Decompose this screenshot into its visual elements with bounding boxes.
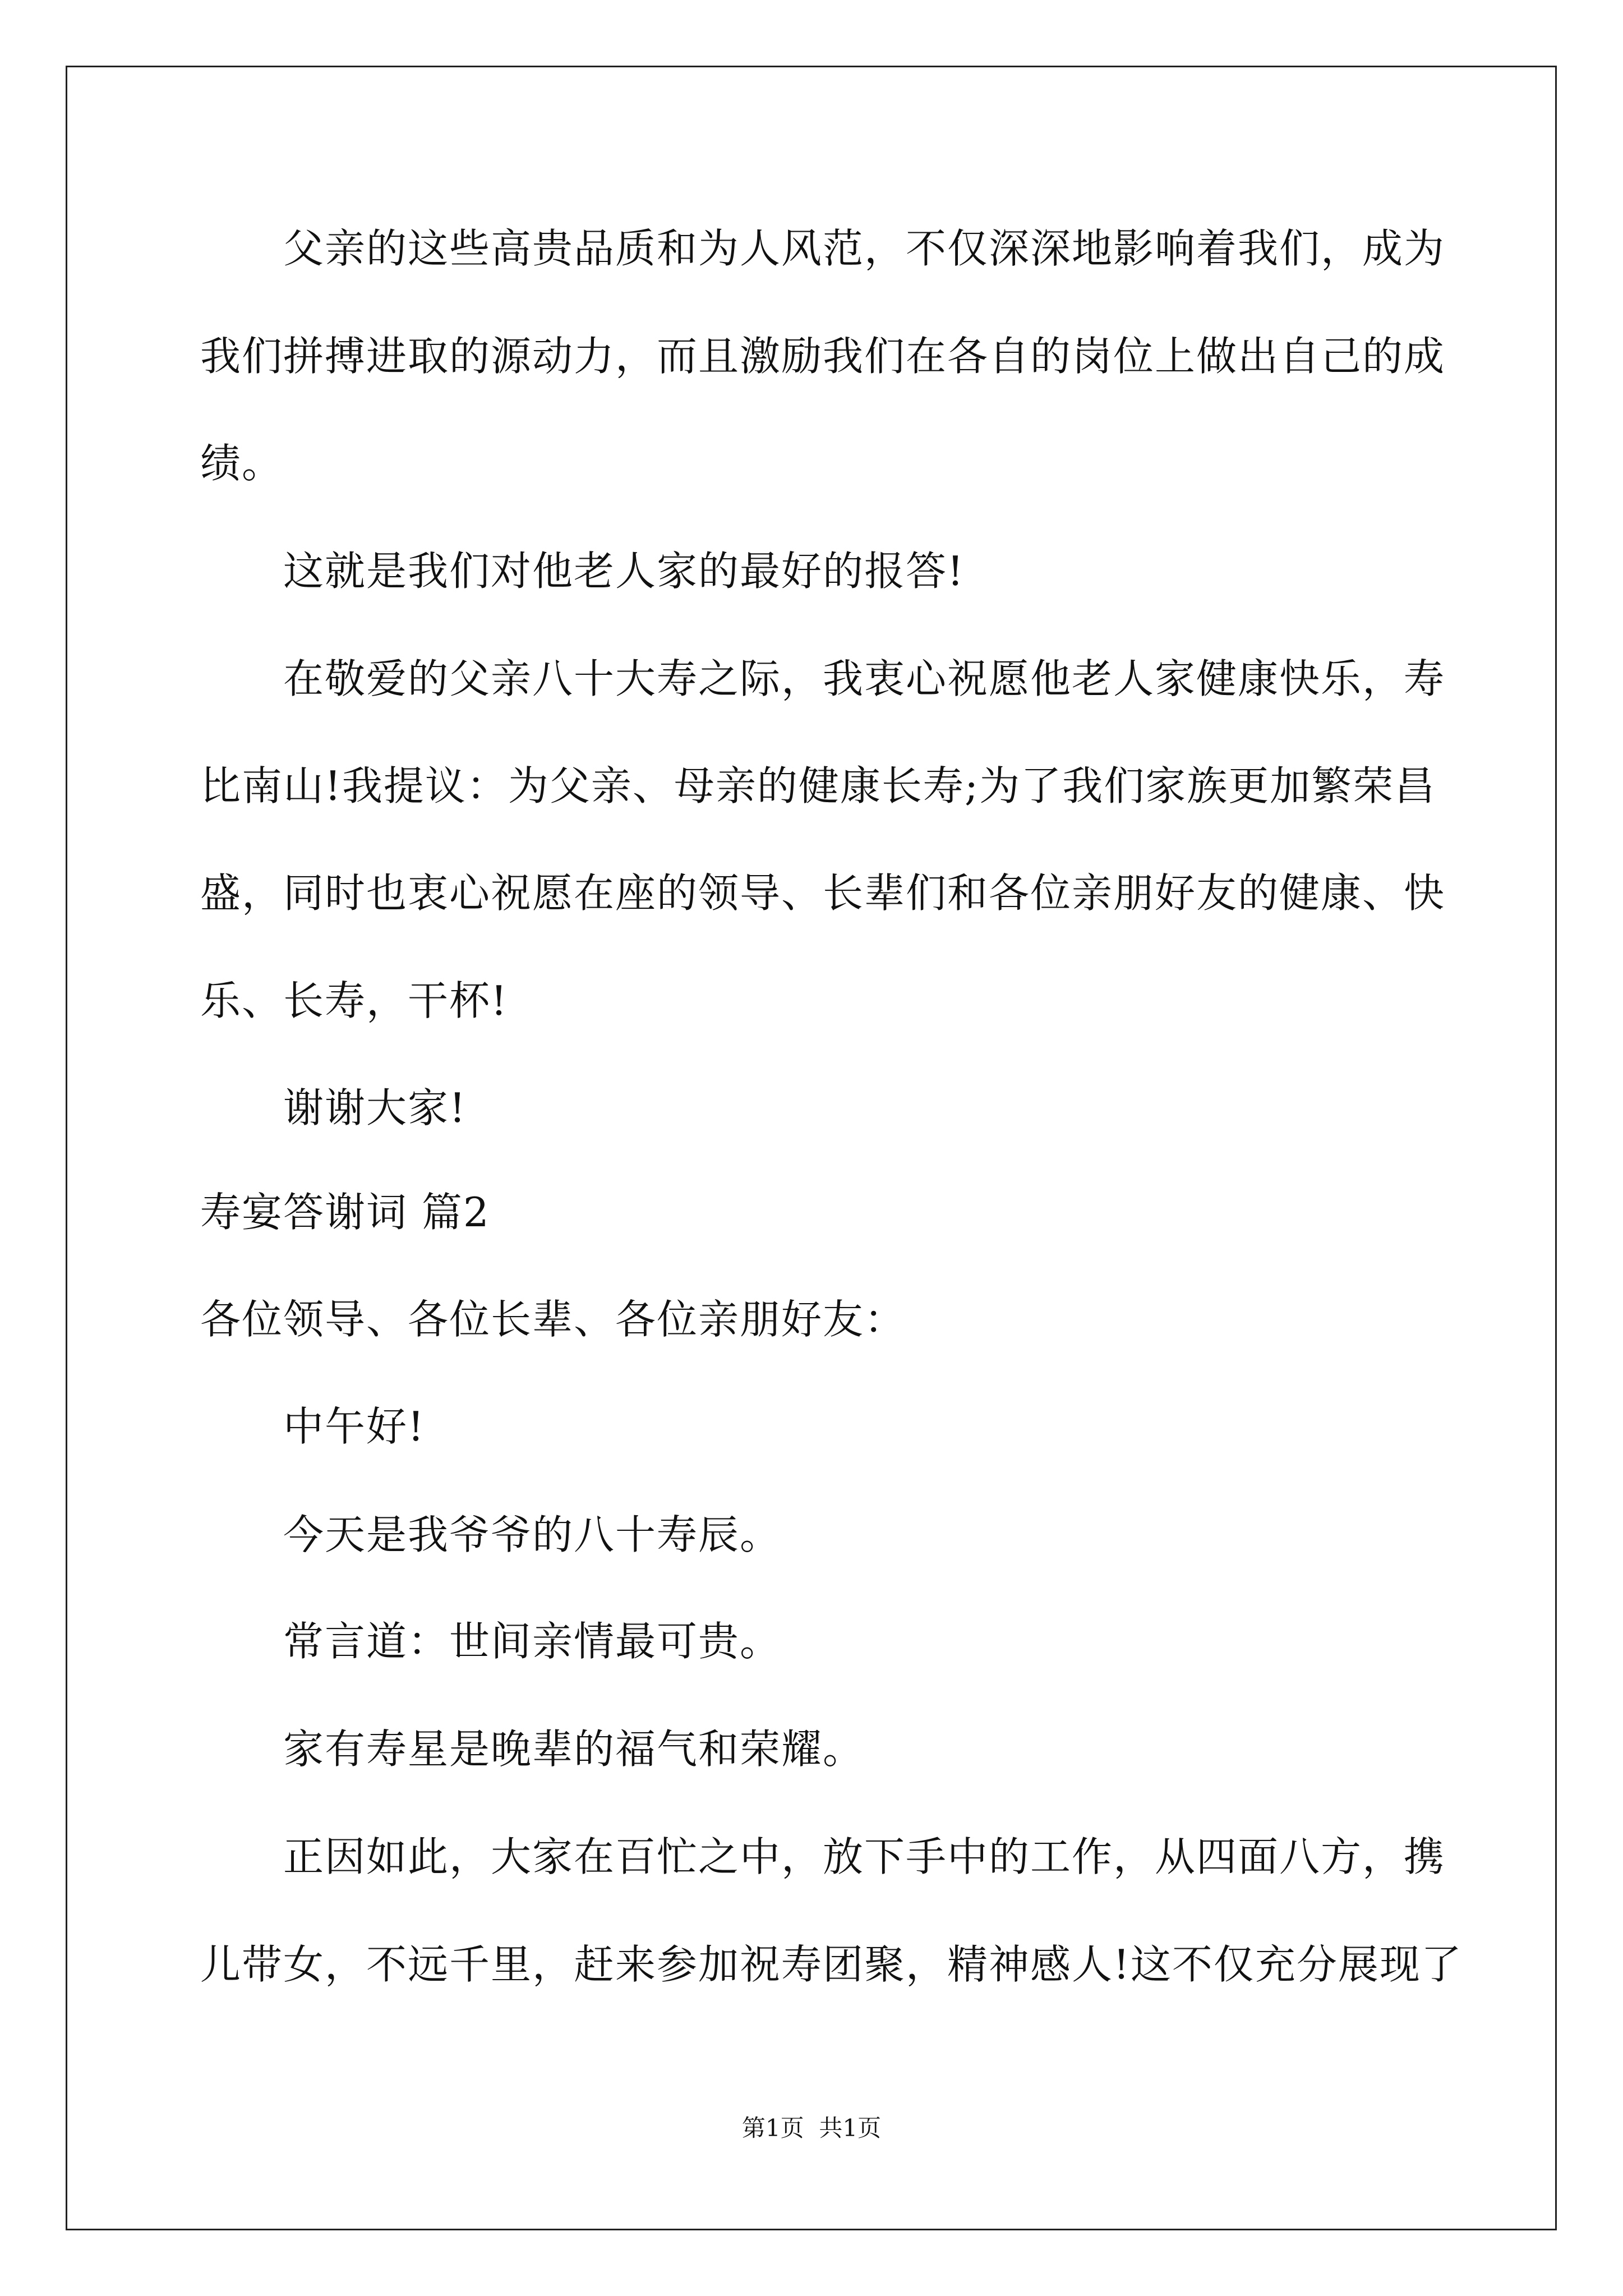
paragraph-line: 正因如此，大家在百忙之中，放下手中的工作，从四面八方，携 [283, 1833, 1446, 1880]
section-heading: 寿宴答谢词 篇2 [200, 1189, 490, 1236]
paragraph-line: 这就是我们对他老人家的最好的报答! [283, 547, 965, 595]
paragraph-line: 家有寿星是晚辈的福气和荣耀。 [283, 1726, 865, 1773]
page-border [66, 66, 1557, 2230]
paragraph-line: 在敬爱的父亲八十大寿之际，我衷心祝愿他老人家健康快乐，寿 [283, 655, 1446, 702]
paragraph-line: 乐、长寿，干杯! [200, 977, 508, 1024]
paragraph-line: 比南山!我提议：为父亲、母亲的健康长寿;为了我们家族更加繁荣昌 [200, 762, 1436, 809]
paragraph-line: 谢谢大家! [283, 1084, 467, 1131]
paragraph-line: 我们拼搏进取的源动力，而且激励我们在各自的岗位上做出自己的成 [200, 333, 1446, 380]
paragraph-line: 绩。 [200, 440, 284, 487]
paragraph-line: 常言道：世间亲情最可贵。 [283, 1618, 782, 1665]
paragraph-line: 儿带女，不远千里，赶来参加祝寿团聚，精神感人!这不仅充分展现了 [200, 1941, 1463, 1988]
paragraph-line: 父亲的这些高贵品质和为人风范，不仅深深地影响着我们，成为 [283, 225, 1446, 272]
paragraph-line: 中午好! [283, 1403, 425, 1450]
page-footer: 第1页 共1页 [741, 2114, 882, 2142]
paragraph-line: 盛，同时也衷心祝愿在座的领导、长辈们和各位亲朋好友的健康、快 [200, 869, 1446, 917]
salutation: 各位领导、各位长辈、各位亲朋好友： [200, 1296, 906, 1343]
paragraph-line: 今天是我爷爷的八十寿辰。 [283, 1511, 782, 1558]
